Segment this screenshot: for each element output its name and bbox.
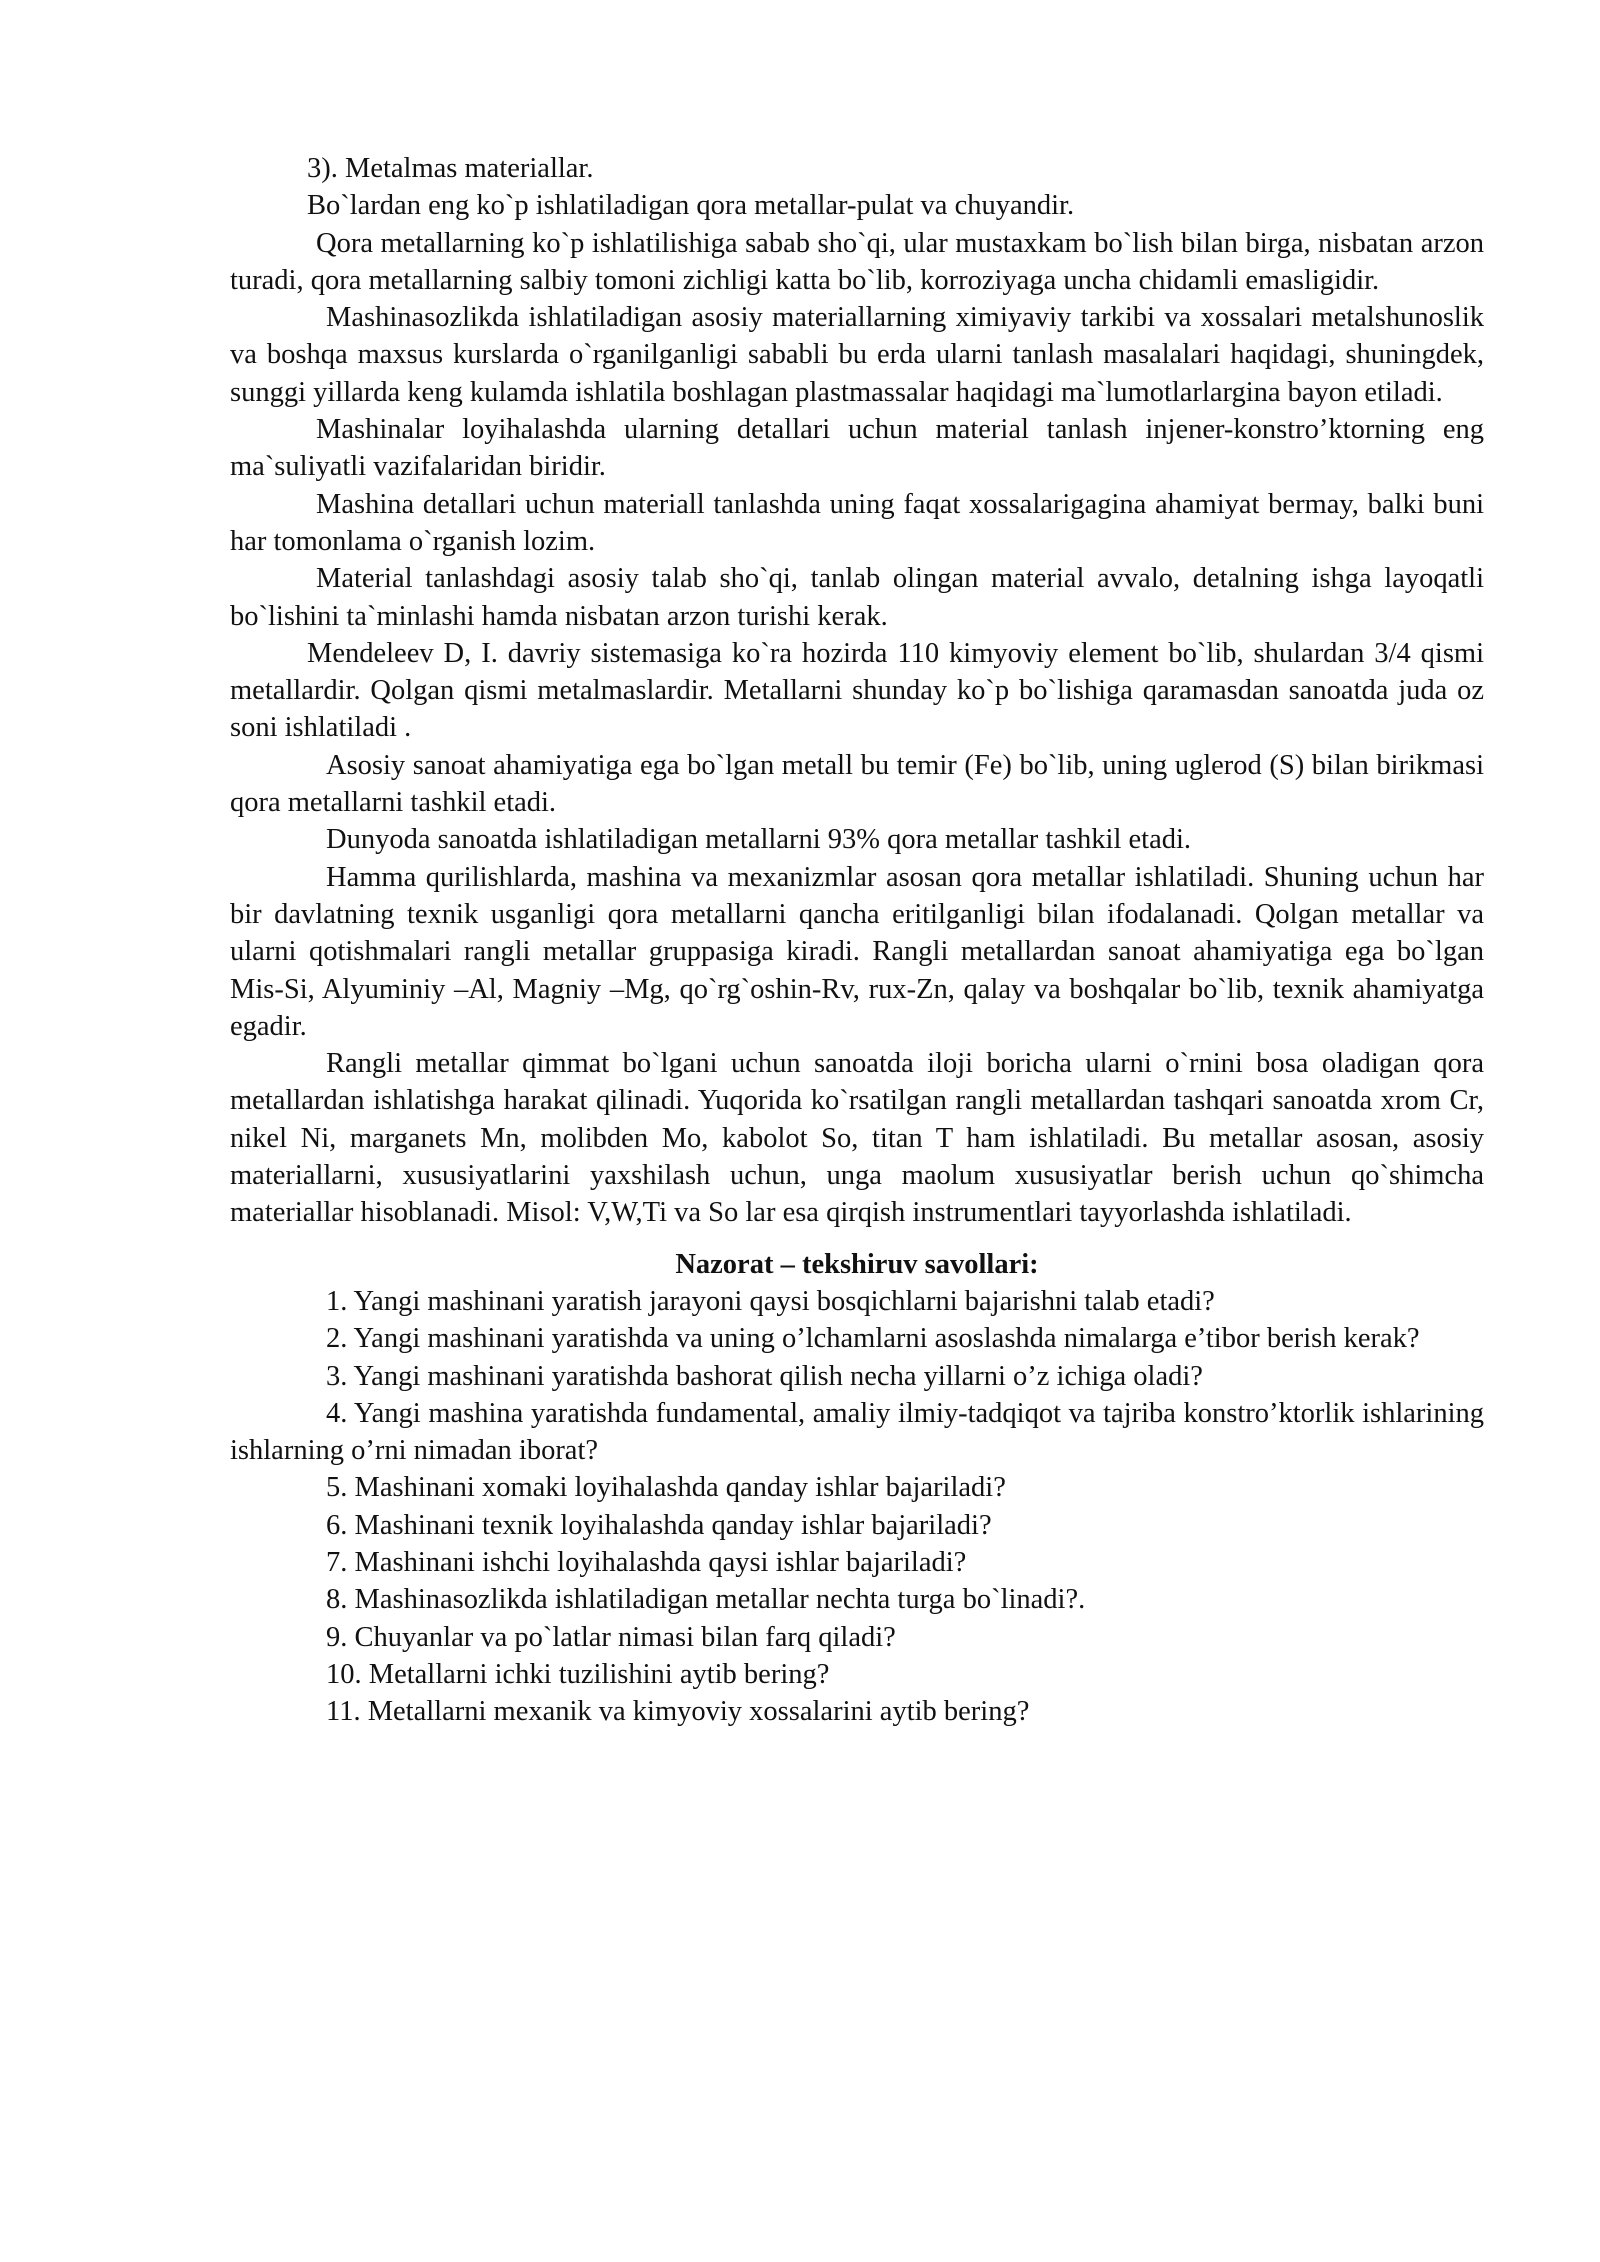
- question-item: 9. Chuyanlar va po`latlar nimasi bilan farq qiladi?: [326, 1621, 896, 1653]
- question-item: 2. Yangi mashinani yaratishda va uning o’lchamlarni asoslashda nimalarga e’tibor berish kerak?: [326, 1323, 1420, 1355]
- question-item: 5. Mashinani xomaki loyihalashda qanday ishlar bajariladi?: [326, 1472, 1006, 1504]
- question-item: 3. Yangi mashinani yaratishda bashorat qilish necha yillarni o’z ichiga oladi?: [326, 1360, 1203, 1392]
- paragraph: Bo`lardan eng ko`p ishlatiladigan qora metallar-pulat va chuyandir.: [307, 190, 1075, 222]
- paragraph: Mendeleev D, I. davriy sistemasiga ko`ra hozirda 110 kimyoviy element bo`lib, shulardan 3/4 qismi metallardir. Qolgan qismi metalmaslardir. Metallarni shunday ko`p bo`lishiga qaramasdan sanoatda juda oz soni ishlatiladi .: [230, 637, 1484, 744]
- paragraph: Mashinasozlikda ishlatiladigan asosiy materiallarning ximiyaviy tarkibi va xossalari metalshunoslik va boshqa maxsus kurslarda o`rganilganligi sababli bu erda ularni tanlash masalalari haqidagi, shuningdek, sunggi yillarda keng kulamda ishlatila boshlagan plastmassalar haqidagi ma`lumotlarlargina bayon etiladi.: [230, 302, 1484, 408]
- question-item: 11. Metallarni mexanik va kimyoviy xossalarini aytib bering?: [326, 1696, 1030, 1728]
- question-item: 8. Mashinasozlikda ishlatiladigan metallar nechta turga bo`linadi?.: [326, 1584, 1086, 1616]
- questions-list: [230, 1283, 1484, 1731]
- paragraph: Qora metallarning ko`p ishlatilishiga sabab sho`qi, ular mustaxkam bo`lish bilan birga, nisbatan arzon turadi, qora metallarning salbiy tomoni zichligi katta bo`lib, korroziyaga uncha chidamli emasligidir.: [230, 227, 1484, 296]
- paragraph: Mashina detallari uchun materiall tanlashda uning faqat xossalarigagina ahamiyat bermay, balki buni har tomonlama o`rganish lozim.: [230, 488, 1484, 557]
- question-item: 6. Mashinani texnik loyihalashda qanday ishlar bajariladi?: [326, 1509, 992, 1541]
- paragraph: Asosiy sanoat ahamiyatiga ega bo`lgan metall bu temir (Fe) bo`lib, uning uglerod (S) bilan birikmasi qora metallarni tashkil etadi.: [230, 749, 1484, 819]
- paragraph: Rangli metallar qimmat bo`lgani uchun sanoatda iloji boricha ularni o`rnini bosa oladigan qora metallardan ishlatishga harakat qilinadi. Yuqorida ko`rsatilgan rangli metallardan tashqari sanoatda xrom Cr, nikel Ni, marganets Mn, molibden Mo, kabolot So, titan T ham ishlatiladi. Bu metallar asosan, asosiy materiallarni, xususiyatlarini yaxshilash uchun, unga maolum xususiyatlar berish uchun qo`shimcha materiallar hisoblanadi. Misol: V,W,Ti va So lar esa qirqish instrumentlari tayyorlashda ishlatiladi.: [230, 1048, 1484, 1229]
- question-item: 10. Metallarni ichki tuzilishini aytib bering?: [326, 1658, 830, 1690]
- document-page: [230, 150, 1484, 1730]
- body-text: [230, 150, 1484, 1232]
- question-item: 4. Yangi mashina yaratishda fundamental, amaliy ilmiy-tadqiqot va tajriba konstro’ktorlik ishlarining ishlarning o’rni nimadan iborat?: [230, 1397, 1484, 1467]
- paragraph: Material tanlashdagi asosiy talab sho`qi, tanlab olingan material avvalo, detalning ishga layoqatli bo`lishini ta`minlashi hamda nisbatan arzon turishi kerak.: [230, 563, 1484, 632]
- paragraph: 3). Metalmas materiallar.: [307, 153, 594, 184]
- question-item: 7. Mashinani ishchi loyihalashda qaysi ishlar bajariladi?: [326, 1546, 967, 1578]
- paragraph: Dunyoda sanoatda ishlatiladigan metallarni 93% qora metallar tashkil etadi.: [326, 824, 1192, 856]
- paragraph: Mashinalar loyihalashda ularning detallari uchun material tanlash injener-konstro’ktorning eng ma`suliyatli vazifalaridan biridir.: [230, 414, 1484, 483]
- question-item: 1. Yangi mashinani yaratish jarayoni qaysi bosqichlarni bajarishni talab etadi?: [326, 1285, 1215, 1317]
- section-title: Nazorat – tekshiruv savollari:: [675, 1248, 1039, 1280]
- paragraph: Hamma qurilishlarda, mashina va mexanizmlar asosan qora metallar ishlatiladi. Shuning uchun har bir davlatning texnik usganligi qora metallarni qancha eritilganligi bilan ifodalanadi. Qolgan metallar va ularni qotishmalari rangli metallar gruppasiga kiradi. Rangli metallardan sanoat ahamiyatiga ega bo`lgan Mis-Si, Alyuminiy –Al, Magniy –Mg, qo`rg`oshin-Rv, rux-Zn, qalay va boshqalar bo`lib, texnik ahamiyatga egadir.: [230, 861, 1484, 1042]
